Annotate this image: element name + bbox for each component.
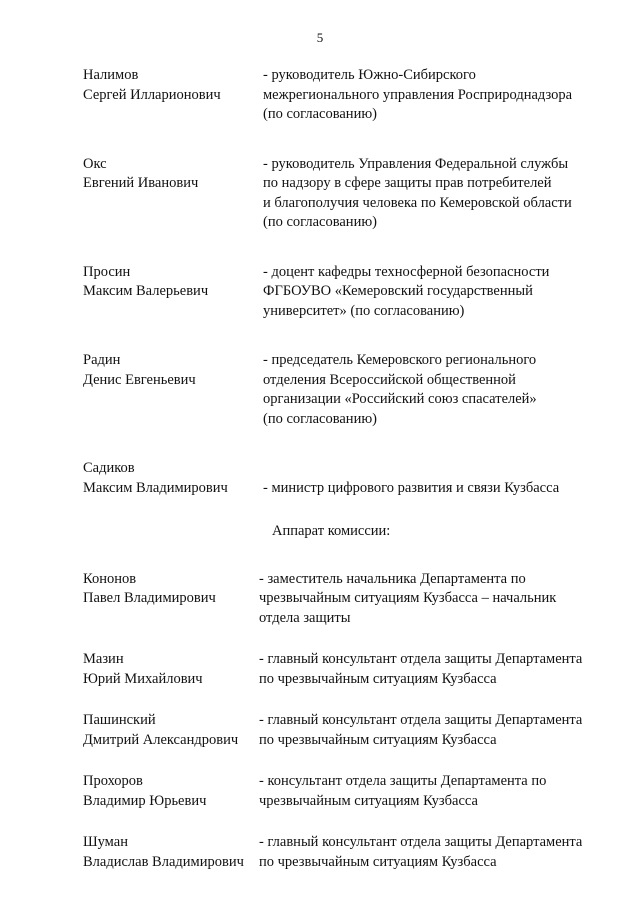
member-position-line: по чрезвычайным ситуациям Кузбасса: [259, 670, 497, 687]
apparatus-heading: Аппарат комиссии:: [272, 523, 391, 539]
member-name-line: Просин: [83, 263, 131, 280]
member-name-line: Мазин: [83, 651, 124, 667]
member-name-line: Юрий Михайлович: [83, 670, 203, 687]
member-position: [263, 351, 613, 429]
member-entry: [83, 833, 613, 872]
member-name: [83, 833, 259, 872]
member-position-line: отдела защиты: [259, 609, 351, 626]
member-name-line: Денис Евгеньевич: [83, 371, 196, 388]
member-name-line: Садиков: [83, 460, 135, 476]
member-entry: [83, 459, 613, 498]
member-entry: [83, 772, 613, 811]
member-position-line: - доцент кафедры техносферной безопасности: [263, 263, 550, 280]
member-position-line: чрезвычайным ситуациям Кузбасса – начальник: [259, 590, 557, 606]
commission-members: [83, 66, 613, 498]
member-name: [83, 155, 263, 233]
member-name-line: Владимир Юрьевич: [83, 792, 207, 809]
member-position-line: - консультант отдела защиты Департамента по: [259, 773, 547, 789]
member-position-line: чрезвычайным ситуациям Кузбасса: [259, 792, 478, 809]
member-position-line: - министр цифрового развития и связи Кузбасса: [263, 479, 560, 496]
member-position-line: ФГБОУВО «Кемеровский государственный: [263, 283, 533, 299]
member-position-line: - заместитель начальника Департамента по: [259, 570, 526, 587]
member-name: [83, 570, 259, 629]
member-entry: [83, 650, 613, 689]
member-name-line: Дмитрий Александрович: [83, 731, 239, 748]
member-list: [83, 66, 613, 872]
member-position-line: отделения Всероссийской общественной: [263, 371, 516, 388]
member-name: [83, 263, 263, 322]
member-name-line: Сергей Илларионович: [83, 86, 221, 103]
member-name-line: Павел Владимирович: [83, 590, 216, 606]
member-position: [259, 833, 613, 872]
member-position: [259, 711, 613, 750]
member-position-line: - руководитель Управления Федеральной службы: [263, 155, 569, 172]
member-position: [259, 650, 613, 689]
member-position: [263, 263, 613, 322]
member-entry: [83, 263, 613, 322]
member-position: [263, 155, 613, 233]
member-position-line: по чрезвычайным ситуациям Кузбасса: [259, 731, 497, 748]
member-position: [259, 772, 613, 811]
member-position-line: организации «Российский союз спасателей»: [263, 391, 537, 407]
member-position-line: (по согласованию): [263, 410, 377, 427]
member-entry: [83, 711, 613, 750]
member-name: [83, 459, 263, 498]
member-position-line: межрегионального управления Росприроднадзора: [263, 86, 573, 103]
member-position-line: - председатель Кемеровского регионального: [263, 352, 537, 368]
member-name-line: Шуман: [83, 834, 128, 850]
member-position-line: [263, 459, 613, 479]
member-entry: [83, 351, 613, 429]
page-number: 5: [316, 30, 324, 45]
member-position-line: - руководитель Южно-Сибирского: [263, 67, 476, 83]
member-name-line: Кононов: [83, 570, 137, 587]
member-name-line: Пашинский: [83, 712, 156, 728]
member-position-line: (по согласованию): [263, 214, 377, 230]
member-position-line: по чрезвычайным ситуациям Кузбасса: [259, 853, 497, 870]
member-entry: [83, 570, 613, 629]
member-entry: [83, 155, 613, 233]
member-name-line: Максим Валерьевич: [83, 283, 209, 299]
member-position-line: университет» (по согласованию): [263, 302, 465, 319]
member-name-line: Владислав Владимирович: [83, 853, 244, 870]
member-position-line: и благополучия человека по Кемеровской области: [263, 194, 572, 211]
member-position-line: по надзору в сфере защиты прав потребителей: [263, 175, 552, 191]
member-name-line: Налимов: [83, 67, 139, 83]
member-name: [83, 711, 259, 750]
member-name: [83, 772, 259, 811]
member-name: [83, 650, 259, 689]
member-name-line: Окс: [83, 155, 107, 172]
member-position-line: - главный консультант отдела защиты Департамента: [259, 651, 583, 667]
member-name: [83, 351, 263, 429]
member-position: [263, 66, 613, 125]
member-position: [263, 459, 613, 498]
member-position: [259, 570, 613, 629]
member-name-line: Радин: [83, 352, 121, 368]
member-name-line: Евгений Иванович: [83, 175, 199, 191]
member-position-line: - главный консультант отдела защиты Департамента: [259, 712, 583, 728]
member-position-line: - главный консультант отдела защиты Департамента: [259, 834, 583, 850]
member-name-line: Максим Владимирович: [83, 479, 228, 496]
apparatus-members: [83, 570, 613, 873]
member-name-line: Прохоров: [83, 773, 143, 789]
member-position-line: (по согласованию): [263, 106, 377, 122]
member-name: [83, 66, 263, 125]
member-entry: [83, 66, 613, 125]
